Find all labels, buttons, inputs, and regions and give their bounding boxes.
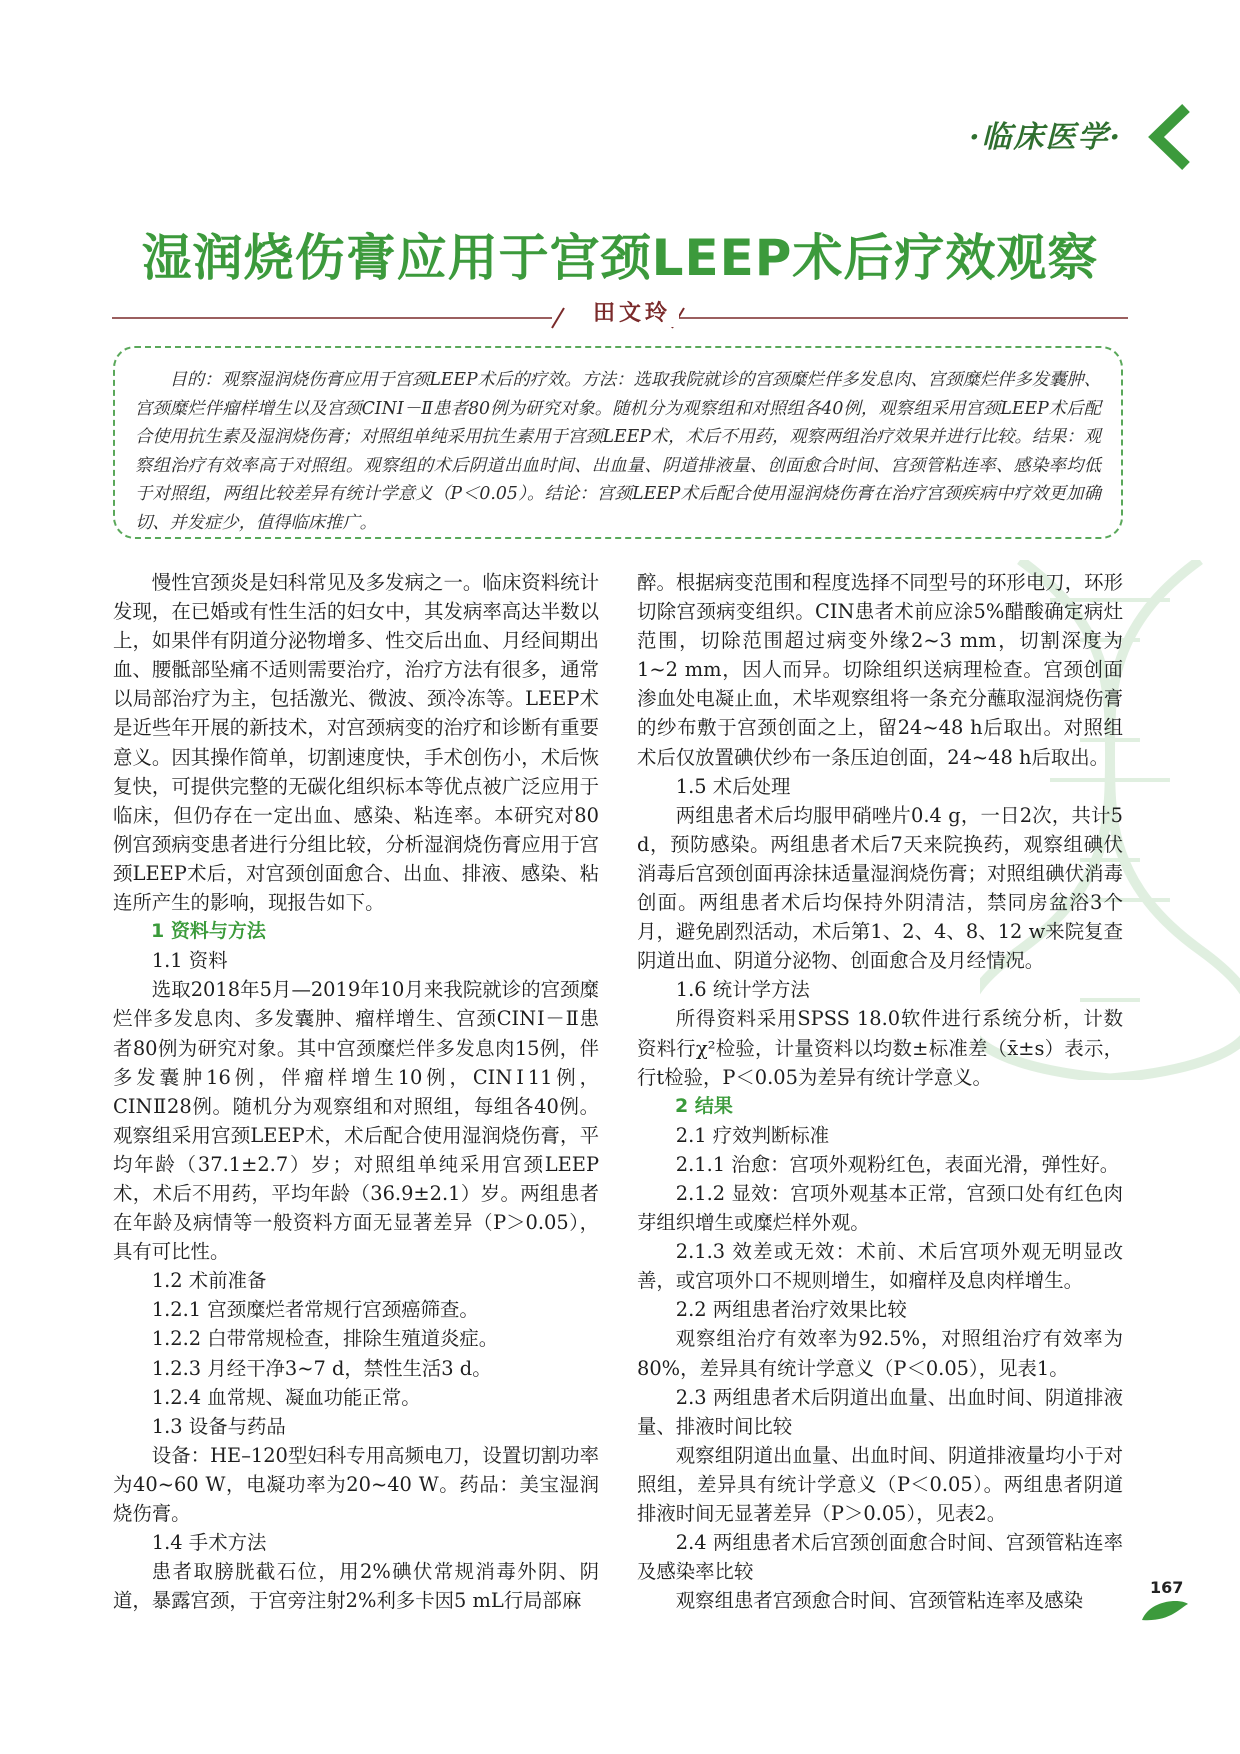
paragraph: 2.1.2 显效：宫项外观基本正常，宫颈口处有红色肉芽组织增生或糜烂样外观。 [637, 1181, 1123, 1235]
paragraph: 2.1.3 效差或无效：术前、术后宫项外观无明显改善，或宫项外口不规则增生，如瘤样及息肉样增生。 [637, 1240, 1123, 1293]
subsection-heading: 1.5 术后处理 [675, 774, 791, 798]
paragraph: 观察组患者宫颈愈合时间、宫颈管粘连率及感染 [675, 1589, 1083, 1613]
paragraph: 观察组治疗有效率为92.5%，对照组治疗有效率为80%，差异具有统计学意义（P＜0.05），见表1。 [637, 1327, 1123, 1380]
section-heading: 1 资料与方法 [151, 920, 266, 943]
leaf-icon [1140, 1598, 1190, 1624]
section-heading: 2 结果 [675, 1094, 733, 1117]
paragraph: 设备：HE–120型妇科专用高频电刀，设置切割功率为40~60 W，电凝功率为20~40 W。药品：美宝湿润烧伤膏。 [113, 1443, 599, 1525]
author-name: 田文玲 [585, 296, 679, 327]
paragraph: 观察组阴道出血量、出血时间、阴道排液量均小于对照组，差异具有统计学意义（P＜0.05）。两组患者阴道排液时间无显著差异（P＞0.05），见表2。 [637, 1443, 1123, 1525]
list-item: 1.2.2 白带常规检查，排除生殖道炎症。 [151, 1327, 499, 1351]
left-column [113, 568, 599, 1615]
abstract-text: 目的：观察湿润烧伤膏应用于宫颈LEEP术后的疗效。方法：选取我院就诊的宫颈糜烂伴多发息肉、宫颈糜烂伴多发囊肿、宫颈糜烂伴瘤样增生以及宫颈CINⅠ－Ⅱ患者80例为研究对象。随机分为观察组和对照组各40例，观察组采用宫颈LEEP术后配合使用抗生素及湿润烧伤膏；对照组单纯采用抗生素用于宫颈LEEP术，术后不用药，观察两组治疗效果并进行比较。结果：观察组治疗有效率高于对照组。观察组的术后阴道出血时间、出血量、阴道排液量、创面愈合时间、宫颈管粘连率、感染率均低于对照组，两组比较差异有统计学意义（P＜0.05）。结论：宫颈LEEP术后配合使用湿润烧伤膏在治疗宫颈疾病中疗效更加确切、并发症少，值得临床推广。 [135, 370, 1101, 533]
list-item: 1.2.4 血常规、凝血功能正常。 [151, 1385, 421, 1409]
abstract-box [113, 346, 1123, 539]
list-item: 1.2.3 月经干净3~7 d，禁性生活3 d。 [151, 1356, 492, 1380]
subsection-heading: 2.1 疗效判断标准 [675, 1123, 830, 1147]
paragraph: 2.4 两组患者术后宫颈创面愈合时间、宫颈管粘连率及感染率比较 [637, 1531, 1123, 1584]
subsection-heading: 1.2 术前准备 [151, 1269, 267, 1293]
page-number: 167 [1150, 1578, 1184, 1597]
paragraph: 慢性宫颈炎是妇科常见及多发病之一。临床资料统计发现，在已婚或有性生活的妇女中，其发病率高达半数以上，如果伴有阴道分泌物增多、性交后出血、月经间期出血、腰骶部坠痛不适则需要治疗，治疗方法有很多，通常以局部治疗为主，包括激光、微波、颈冷冻等。LEEP术是近些年开展的新技术，对宫颈病变的治疗和诊断有重要意义。因其操作简单，切割速度快，手术创伤小，术后恢复快，可提供完整的无碳化组织标本等优点被广泛应用于临床，但仍存在一定出血、感染、粘连率。本研究对80例宫颈病变患者进行分组比较，分析湿润烧伤膏应用于宫颈LEEP术后，对宫颈创面愈合、出血、排液、感染、粘连所产生的影响，现报告如下。 [113, 571, 599, 915]
subsection-heading: 1.6 统计学方法 [675, 978, 810, 1002]
paragraph: 选取2018年5月—2019年10月来我院就诊的宫颈糜烂伴多发息肉、多发囊肿、瘤样增生、宫颈CINⅠ－Ⅱ患者80例为研究对象。其中宫颈糜烂伴多发息肉15例，伴多发囊肿16例，伴瘤样增生10例，CINⅠ11例，CINⅡ28例。随机分为观察组和对照组，每组各40例。观察组采用宫颈LEEP术，术后配合使用湿润烧伤膏，平均年龄（37.1±2.7）岁；对照组单纯采用宫颈LEEP术，术后不用药，平均年龄（36.9±2.1）岁。两组患者在年龄及病情等一般资料方面无显著差异（P＞0.05），具有可比性。 [113, 978, 599, 1264]
list-item: 2.1.1 治愈：宫项外观粉红色，表面光滑，弹性好。 [675, 1152, 1120, 1176]
paragraph: 醉。根据病变范围和程度选择不同型号的环形电刀，环形切除宫颈病变组织。CIN患者术前应涂5%醋酸确定病灶范围，切除范围超过病变外缘2~3 mm，切割深度为1~2 mm，因人而异。切除组织送病理检查。宫颈创面渗血处电凝止血，术毕观察组将一条充分蘸取湿润烧伤膏的纱布敷于宫颈创面之上，留24~48 h后取出。对照组术后仅放置碘伏纱布一条压迫创面，24~48 h后取出。 [637, 571, 1123, 769]
section-tag: ·临床医学· [969, 120, 1122, 155]
paragraph: 两组患者术后均服甲硝唑片0.4 g，一日2次，共计5 d，预防感染。两组患者术后7天来院换药，观察组碘伏消毒后宫颈创面再涂抹适量湿润烧伤膏；对照组碘伏消毒创面。两组患者术后均保持外阴清洁，禁同房盆浴3个月，避免剧烈活动，术后第1、2、4、8、12 w来院复查阴道出血、阴道分泌物、创面愈合及月经情况。 [637, 803, 1123, 973]
paragraph: 2.3 两组患者术后阴道出血量、出血时间、阴道排液量、排液时间比较 [637, 1385, 1123, 1438]
paragraph: 患者取膀胱截石位，用2%碘伏常规消毒外阴、阴道，暴露宫颈，于宫旁注射2%利多卡因5 mL行局部麻 [113, 1560, 599, 1613]
article-title: 湿润烧伤膏应用于宫颈LEEP术后疗效观察 [141, 229, 1099, 287]
subsection-heading: 1.1 资料 [151, 949, 228, 973]
right-column [637, 568, 1123, 1615]
list-item: 1.2.1 宫颈糜烂者常规行宫颈癌筛查。 [151, 1298, 479, 1322]
subsection-heading: 1.4 手术方法 [151, 1531, 267, 1555]
chevron-left-icon [1142, 102, 1202, 172]
paragraph: 所得资料采用SPSS 18.0软件进行系统分析，计数资料行χ²检验，计量资料以均数±标准差（x̄±s）表示，行t检验，P＜0.05为差异有统计学意义。 [637, 1007, 1123, 1089]
subsection-heading: 1.3 设备与药品 [151, 1414, 286, 1438]
subsection-heading: 2.2 两组患者治疗效果比较 [675, 1298, 907, 1322]
